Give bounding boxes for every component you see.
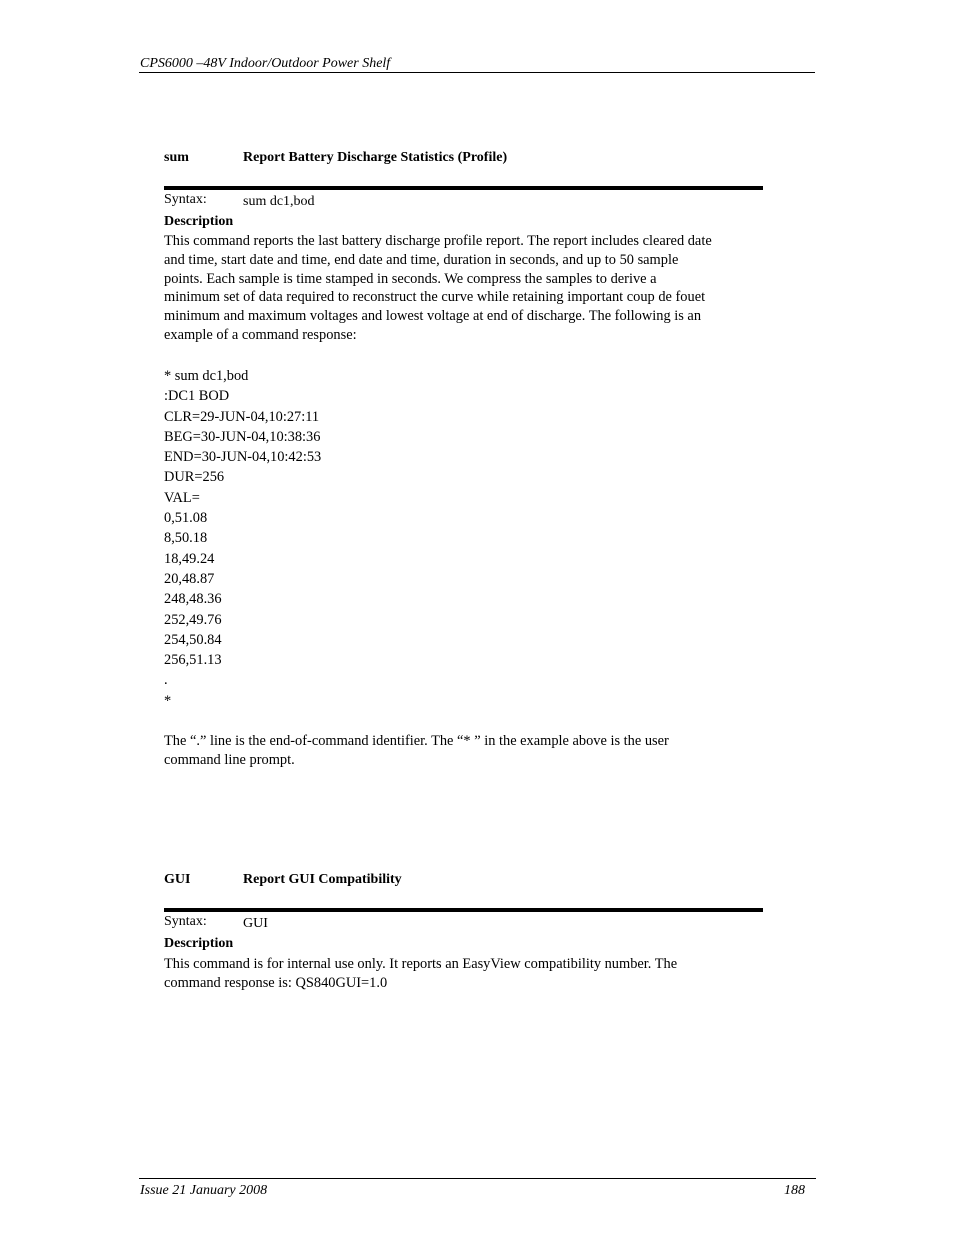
example-line: . xyxy=(164,672,168,689)
description-line: This command is for internal use only. It reports an EasyView compatibility number. The xyxy=(164,956,678,972)
example-line: * sum dc1,bod xyxy=(164,368,249,384)
command-name-gui: GUI xyxy=(164,872,191,887)
note-line: The “.” line is the end-of-command identifier. The “* ” in the example above is the user xyxy=(164,733,669,749)
description-paragraph-sum xyxy=(164,232,764,345)
example-line: 20,48.87 xyxy=(164,570,215,587)
example-line: 252,49.76 xyxy=(164,611,222,628)
example-line: END=30-JUN-04,10:42:53 xyxy=(164,449,322,466)
note-line: command line prompt. xyxy=(164,751,295,768)
description-line: This command reports the last battery discharge profile report. The report includes cleared date xyxy=(164,233,712,249)
example-line: * xyxy=(164,692,172,709)
example-line: CLR=29-JUN-04,10:27:11 xyxy=(164,408,320,425)
example-line: 18,49.24 xyxy=(164,550,215,567)
syntax-value-sum: sum dc1,bod xyxy=(243,194,315,209)
header-rule xyxy=(139,72,815,73)
note-paragraph-sum xyxy=(164,732,764,770)
example-line: BEG=30-JUN-04,10:38:36 xyxy=(164,428,321,445)
description-line: minimum and maximum voltages and lowest voltage at end of discharge. The following is an xyxy=(164,308,702,325)
section-rule-sum xyxy=(164,186,763,190)
example-line: DUR=256 xyxy=(164,469,225,486)
example-line: 8,50.18 xyxy=(164,530,208,547)
description-line: minimum set of data required to reconstruct the curve while retaining important coup de fouet xyxy=(164,289,706,306)
command-title-gui: Report GUI Compatibility xyxy=(243,872,402,887)
syntax-label-sum: Syntax: xyxy=(164,192,207,207)
description-heading-gui: Description xyxy=(164,936,234,951)
syntax-label-gui: Syntax: xyxy=(164,914,207,929)
description-line: points. Each sample is time stamped in seconds. We compress the samples to derive a xyxy=(164,270,657,287)
example-line: 254,50.84 xyxy=(164,631,222,648)
section-rule-gui xyxy=(164,908,763,912)
page-header-title: CPS6000 –48V Indoor/Outdoor Power Shelf xyxy=(140,56,391,71)
description-line: example of a command response: xyxy=(164,326,357,343)
page-number: 188 xyxy=(784,1183,805,1198)
description-line: and time, start date and time, end date and time, duration in seconds, and up to 50 sample xyxy=(164,251,679,268)
description-paragraph-gui xyxy=(164,955,764,993)
footer-issue: Issue 21 January 2008 xyxy=(140,1183,268,1198)
example-line: :DC1 BOD xyxy=(164,388,230,405)
example-line: 248,48.36 xyxy=(164,591,222,608)
command-name-sum: sum xyxy=(164,150,189,165)
example-line: 256,51.13 xyxy=(164,652,222,669)
description-heading-sum: Description xyxy=(164,214,234,229)
command-title-sum: Report Battery Discharge Statistics (Profile) xyxy=(243,150,508,165)
example-line: 0,51.08 xyxy=(164,510,208,527)
example-response xyxy=(164,366,321,711)
description-line: command response is: QS840GUI=1.0 xyxy=(164,974,388,991)
syntax-value-gui: GUI xyxy=(243,916,268,931)
example-line: VAL= xyxy=(164,489,200,506)
footer-rule xyxy=(139,1178,816,1179)
